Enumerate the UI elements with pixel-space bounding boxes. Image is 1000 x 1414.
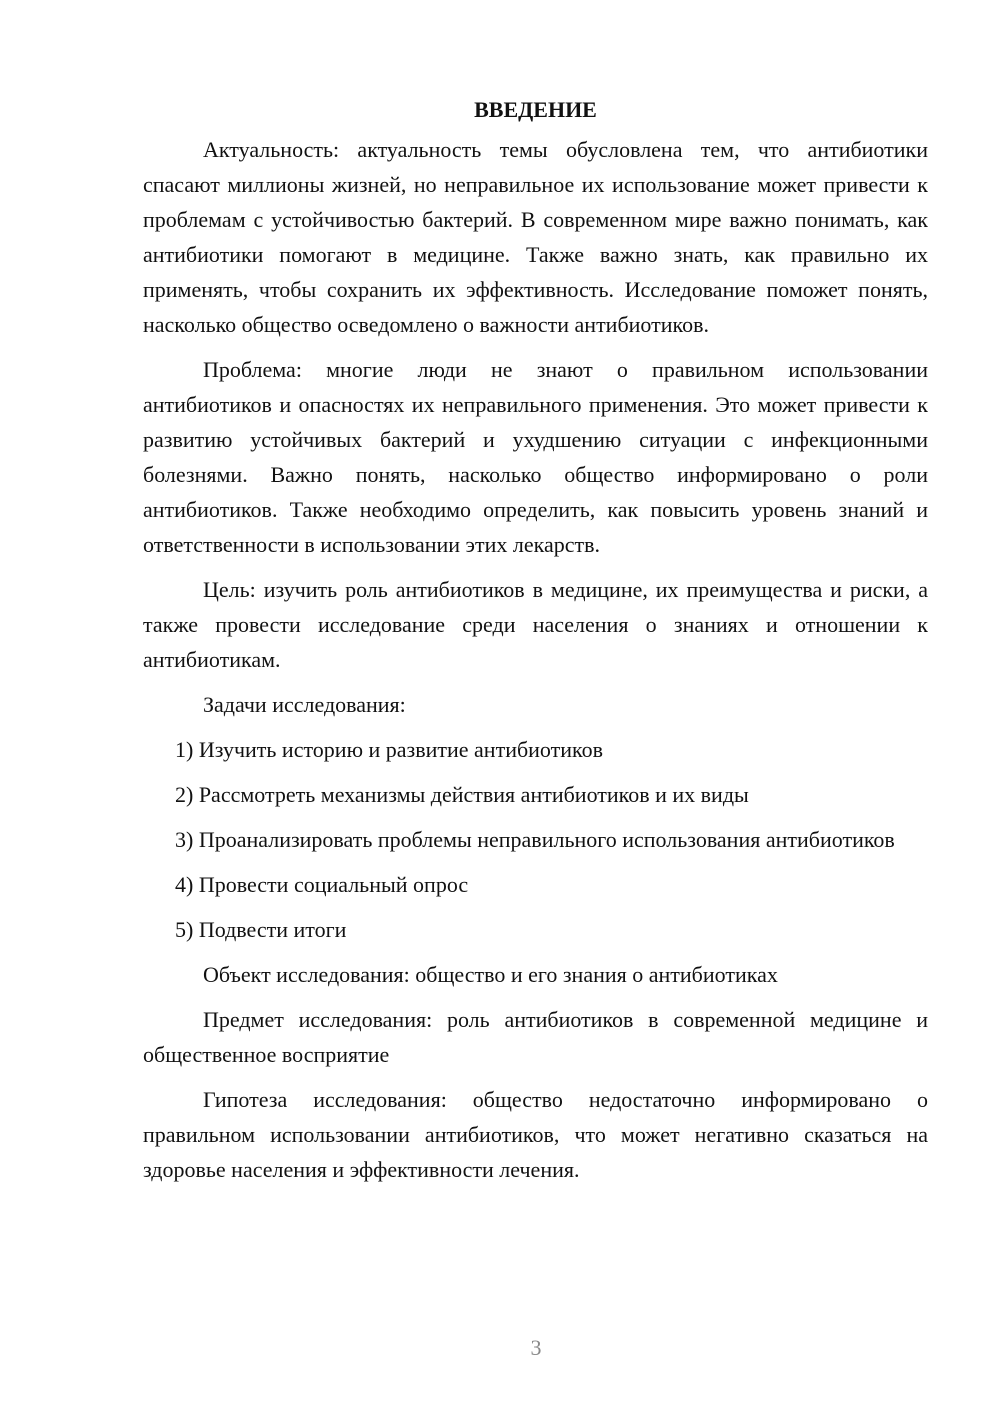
paragraph-object: Объект исследования: общество и его знания о антибиотиках — [203, 962, 778, 987]
paragraph-relevance: Актуальность: актуальность темы обусловлена тем, что антибиотики спасают миллионы жизней, но неправильное их использование может привести к проблемам с устойчивостью бактерий. В современном мире важно понимать, как антибиотики помогают в медицине. Также важно знать, как правильно их применять, чтобы сохранить их эффективность. Исследование поможет понять, насколько общество осведомлено о важности антибиотиков. — [143, 137, 928, 337]
task-item-1: 1) Изучить историю и развитие антибиотиков — [175, 737, 603, 762]
paragraph-goal: Цель: изучить роль антибиотиков в медицине, их преимущества и риски, а также провести исследование среди населения о знаниях и отношении к антибиотикам. — [143, 577, 928, 672]
paragraph-problem: Проблема: многие люди не знают о правильном использовании антибиотиков и опасностях их неправильного применения. Это может привести к развитию устойчивых бактерий и ухудшению ситуации с инфекционными болезнями. Важно понять, насколько общество информировано о роли антибиотиков. Также необходимо определить, как повысить уровень знаний и ответственности в использовании этих лекарств. — [143, 357, 928, 557]
paragraph-subject: Предмет исследования: роль антибиотиков в современной медицине и общественное восприятие — [143, 1007, 928, 1067]
task-item-4: 4) Провести социальный опрос — [175, 872, 469, 897]
paragraph-hypothesis: Гипотеза исследования: общество недостаточно информировано о правильном использовании антибиотиков, что может негативно сказаться на здоровье населения и эффективности лечения. — [143, 1087, 928, 1182]
paragraph-tasks-intro: Задачи исследования: — [203, 692, 406, 717]
task-item-5: 5) Подвести итоги — [175, 917, 347, 942]
section-heading: ВВЕДЕНИЕ — [474, 97, 597, 122]
page-content — [143, 92, 928, 1197]
task-item-2: 2) Рассмотреть механизмы действия антибиотиков и их виды — [175, 782, 749, 807]
page-number: 3 — [530, 1335, 542, 1360]
task-item-3: 3) Проанализировать проблемы неправильного использования антибиотиков — [175, 827, 895, 852]
